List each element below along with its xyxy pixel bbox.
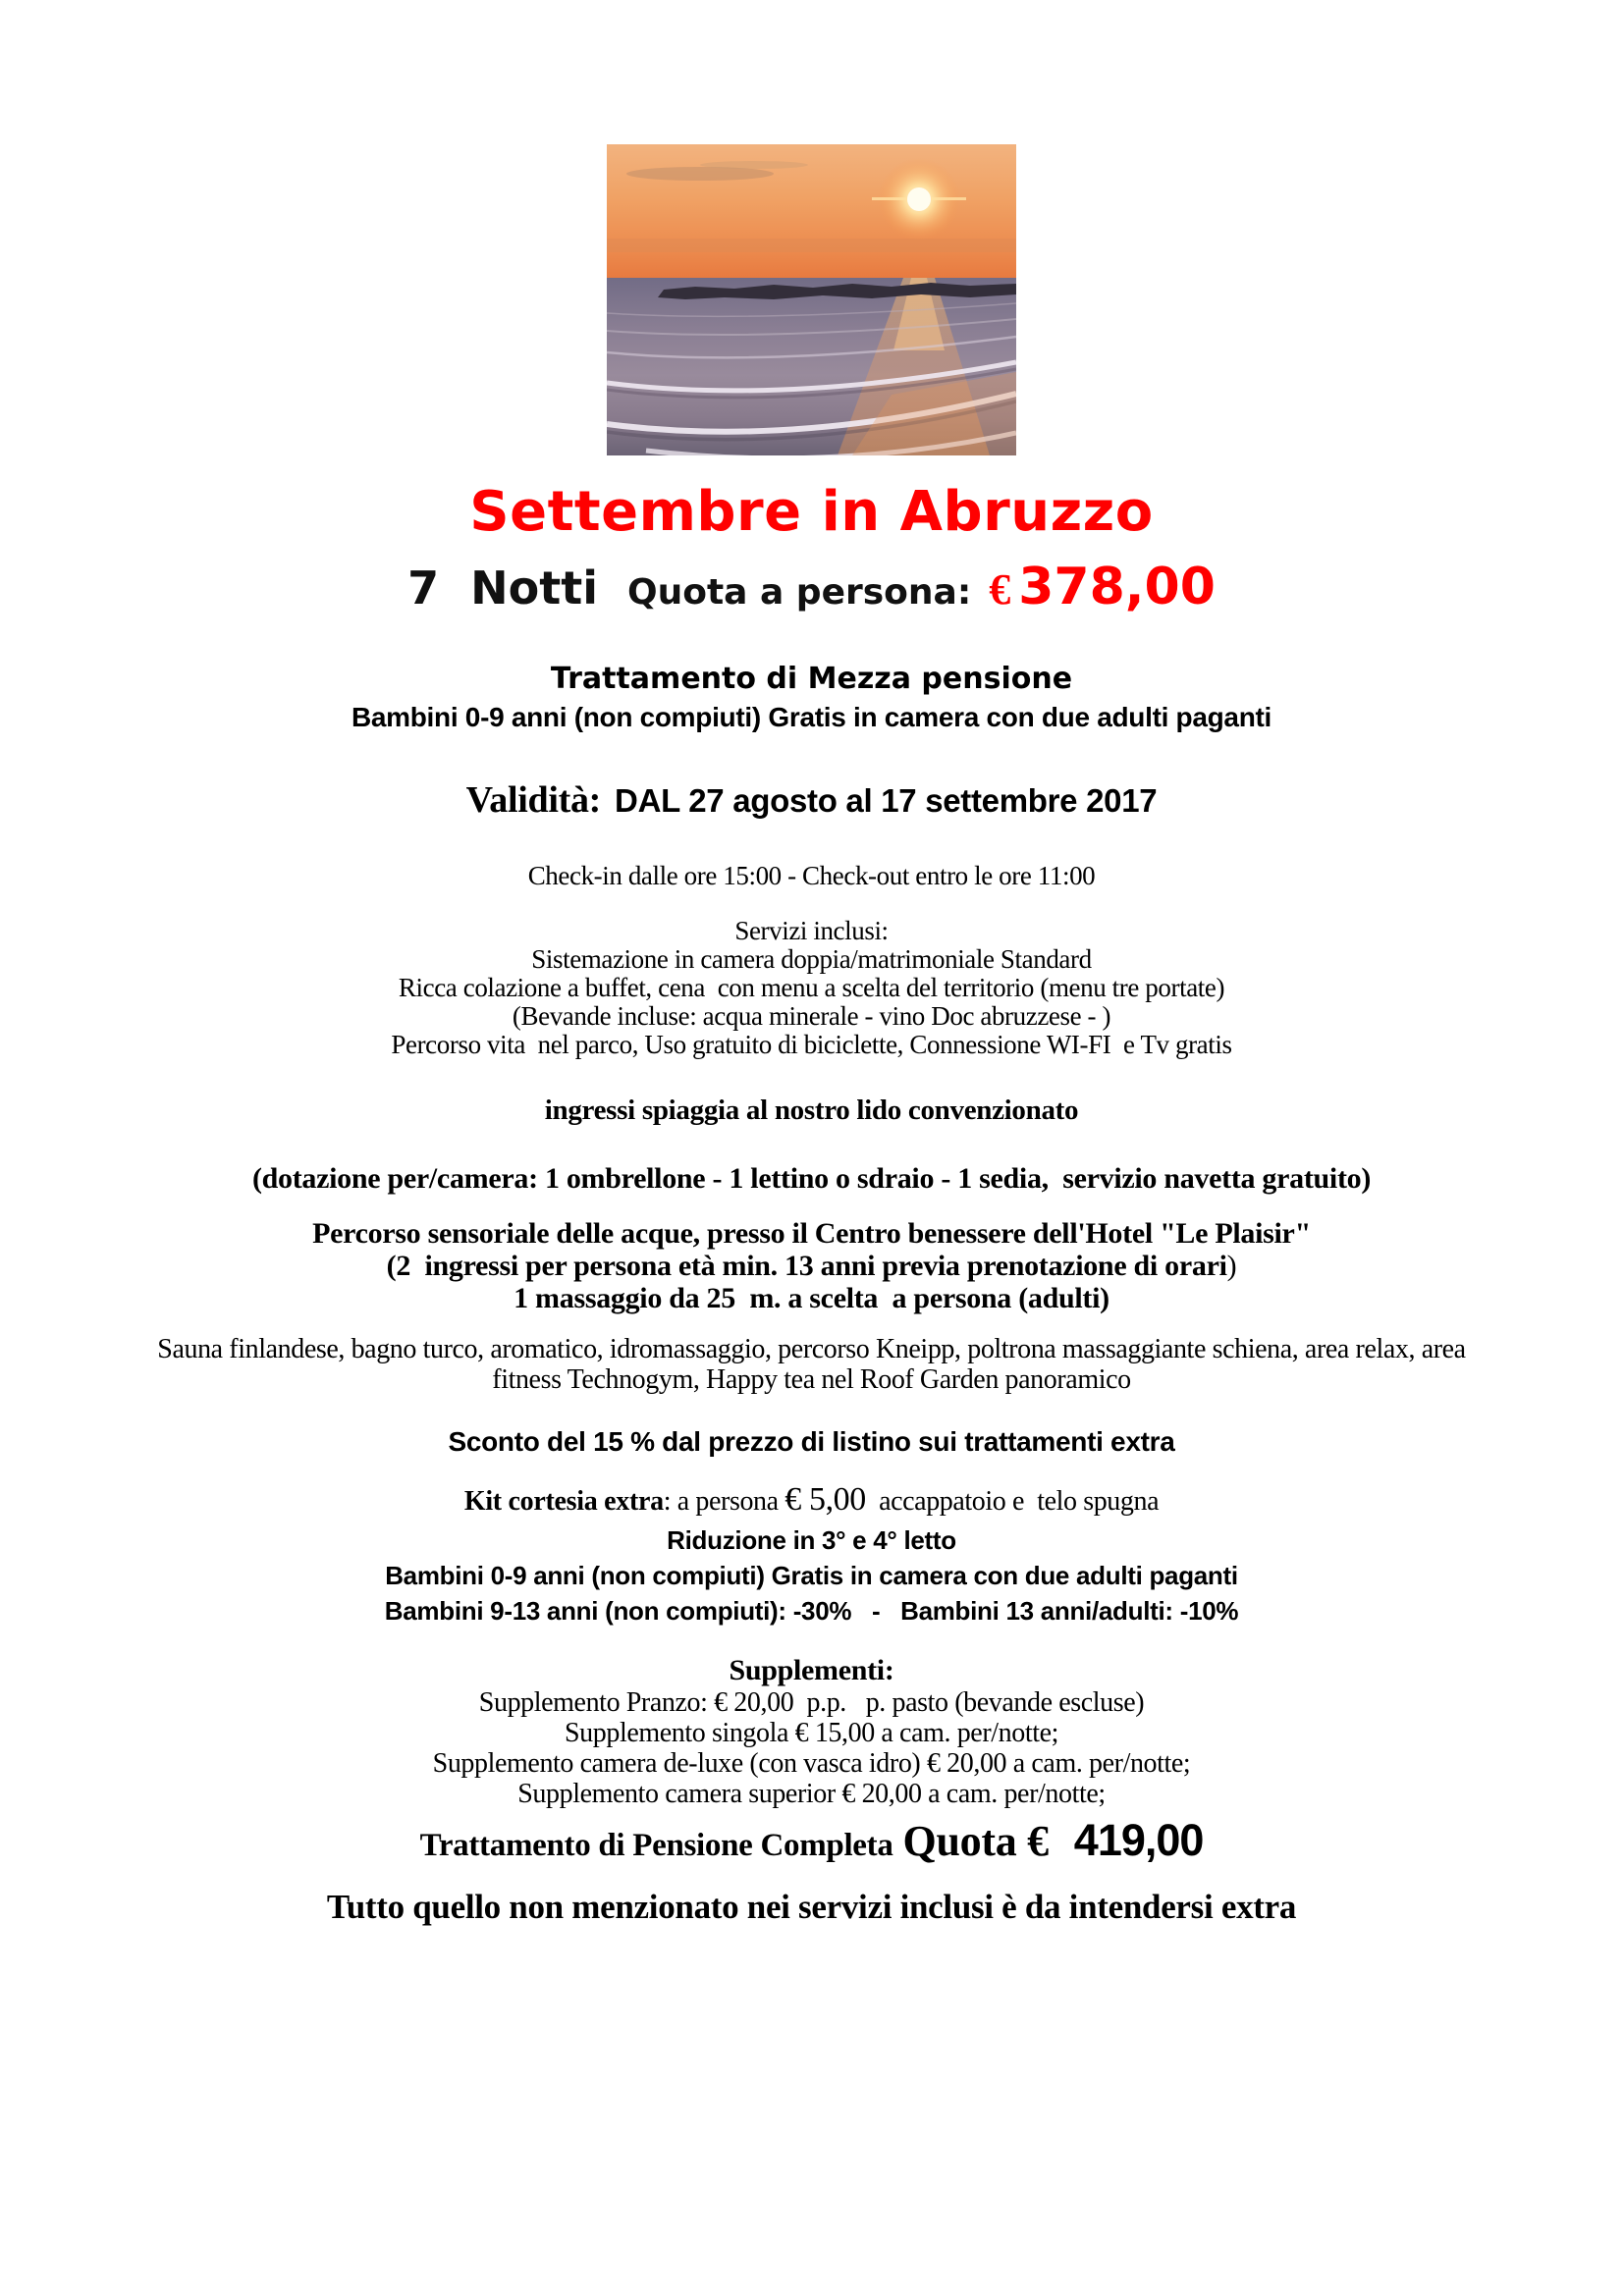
services-block xyxy=(0,917,1623,1059)
board-treatment-line: Trattamento di Mezza pensione xyxy=(550,661,1073,696)
wellness-line-2-paren: ) xyxy=(1226,1249,1237,1282)
validity-label: Validità: xyxy=(465,778,602,821)
fullboard-line xyxy=(0,1815,1623,1867)
supplements-block xyxy=(0,1687,1623,1809)
service-item: Sistemazione in camera doppia/matrimoniale Standard xyxy=(531,943,1092,974)
reduction-line-2: Bambini 0-9 anni (non compiuti) Gratis in camera con due adulti paganti xyxy=(385,1560,1238,1590)
euro-symbol: € xyxy=(989,565,1011,614)
validity-line xyxy=(0,778,1623,822)
wellness-line-3: 1 massaggio da 25 m. a scelta a persona (adulti) xyxy=(514,1281,1109,1314)
fullboard-quota-label: Quota € xyxy=(902,1816,1049,1865)
sunset-photo-image xyxy=(607,144,1016,455)
spa-line-2: fitness Technogym, Happy tea nel Roof Garden panoramico xyxy=(492,1363,1131,1395)
kit-label: Kit cortesia extra xyxy=(463,1485,664,1517)
service-item: (Bevande incluse: acqua minerale - vino Doc abruzzese - ) xyxy=(512,1000,1111,1031)
page-title: Settembre in Abruzzo xyxy=(469,480,1154,544)
service-item: Ricca colazione a buffet, cena con menu a scelta del territorio (menu tre portate) xyxy=(398,972,1225,1002)
spa-line-1: Sauna finlandese, bagno turco, aromatico, idromassaggio, percorso Kneipp, poltrona massaggiante schiena, area relax, area xyxy=(157,1333,1466,1364)
price-amount-value: 378,00 xyxy=(1018,558,1216,617)
quota-label: Quota a persona: xyxy=(626,572,972,614)
discount-line: Sconto del 15 % dal prezzo di listino sui trattamenti extra xyxy=(448,1425,1175,1457)
kit-tail-text: accappatoio e telo spugna xyxy=(865,1485,1160,1517)
wellness-line-1: Percorso sensoriale delle acque, presso il Centro benessere dell'Hotel "Le Plaisir" xyxy=(312,1216,1311,1250)
kit-line xyxy=(0,1481,1623,1519)
reductions-block xyxy=(0,1522,1623,1629)
services-header: Servizi inclusi: xyxy=(734,915,889,945)
nights-text: 7 Notti xyxy=(407,561,598,615)
price-amount xyxy=(989,558,1216,616)
validity-dates: DAL 27 agosto al 17 settembre 2017 xyxy=(615,781,1158,819)
service-item: Percorso vita nel parco, Uso gratuito di biciclette, Connessione WI-FI e Tv gratis xyxy=(391,1029,1232,1059)
sunset-photo xyxy=(607,144,1016,455)
fullboard-amount: 419,00 xyxy=(1073,1814,1204,1865)
beach-heading: ingressi spiaggia al nostro lido convenzionato xyxy=(544,1094,1079,1126)
wellness-line-2-bold: (2 ingressi per persona età min. 13 anni previa prenotazione di orari xyxy=(386,1249,1227,1282)
wellness-block xyxy=(0,1217,1623,1314)
kit-price: € 5,00 xyxy=(784,1480,866,1518)
checkin-line: Check-in dalle ore 15:00 - Check-out entro le ore 11:00 xyxy=(527,860,1096,890)
supplement-item: Supplemento Pranzo: € 20,00 p.p. p. pasto (bevande escluse) xyxy=(478,1686,1145,1718)
supplement-item: Supplemento camera de-luxe (con vasca idro) € 20,00 a cam. per/notte; xyxy=(432,1747,1191,1779)
board-children-line: Bambini 0-9 anni (non compiuti) Gratis in camera con due adulti paganti xyxy=(351,701,1272,732)
kit-mid-text: : a persona xyxy=(663,1485,785,1517)
reduction-line-1: Riduzione in 3° e 4° letto xyxy=(667,1524,956,1555)
supplement-item: Supplemento singola € 15,00 a cam. per/notte; xyxy=(564,1717,1058,1748)
supplement-item: Supplemento camera superior € 20,00 a cam. per/notte; xyxy=(517,1778,1106,1809)
wellness-line-2 xyxy=(0,1250,1623,1282)
fullboard-label: Trattamento di Pensione Completa xyxy=(419,1827,893,1863)
spa-block xyxy=(0,1334,1623,1395)
supplements-header: Supplementi: xyxy=(729,1653,894,1686)
beach-details: (dotazione per/camera: 1 ombrellone - 1 lettino o sdraio - 1 sedia, servizio navetta gratuito) xyxy=(251,1161,1372,1195)
price-line xyxy=(0,560,1623,615)
reduction-line-3: Bambini 9-13 anni (non compiuti): -30% - Bambini 13 anni/adulti: -10% xyxy=(384,1595,1239,1626)
footer-note: Tutto quello non menzionato nei servizi inclusi è da intendersi extra xyxy=(326,1888,1297,1927)
